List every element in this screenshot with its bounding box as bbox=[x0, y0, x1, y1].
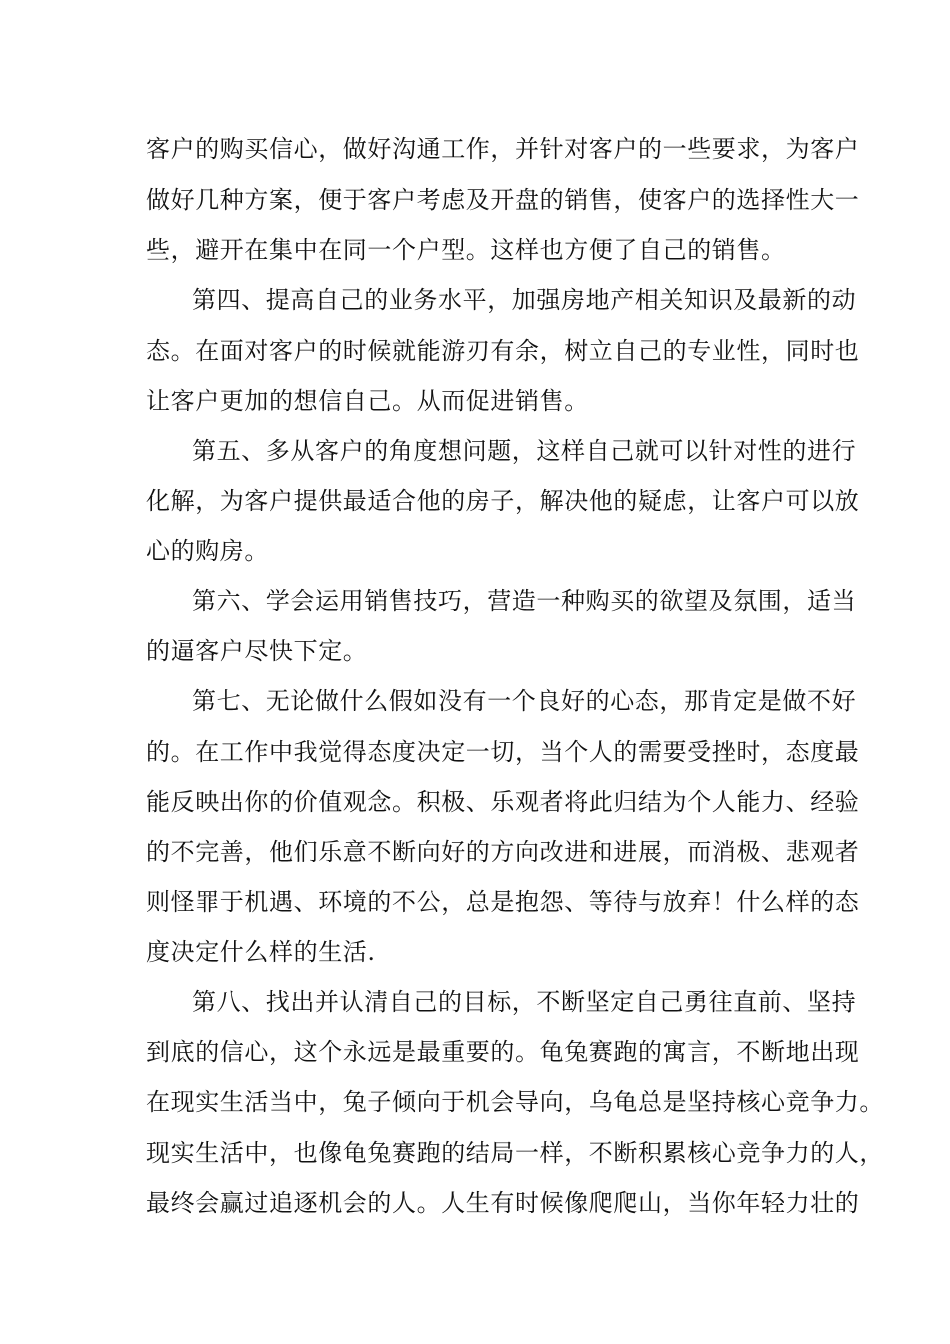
paragraph-start-line: 第六、学会运用销售技巧，营造一种购买的欲望及氛围，适当 bbox=[192, 587, 857, 615]
text-line: 在现实生活当中，兔子倾向于机会导向，乌龟总是坚持核心竞争力。 bbox=[146, 1088, 884, 1116]
text-line: 的不完善，他们乐意不断向好的方向改进和进展，而消极、悲观者 bbox=[146, 838, 860, 866]
text-line: 些，避开在集中在同一个户型。这样也方便了自己的销售。 bbox=[146, 236, 786, 264]
text-line: 则怪罪于机遇、环境的不公，总是抱怨、等待与放弃！什么样的态 bbox=[146, 888, 860, 916]
paragraph-start-line: 第七、无论做什么假如没有一个良好的心态，那肯定是做不好 bbox=[192, 687, 857, 715]
text-line: 能反映出你的价值观念。积极、乐观者将此归结为个人能力、经验 bbox=[146, 788, 860, 816]
text-line: 到底的信心，这个永远是最重要的。龟兔赛跑的寓言，不断地出现 bbox=[146, 1038, 860, 1066]
text-line: 客户的购买信心，做好沟通工作，并针对客户的一些要求，为客户 bbox=[146, 135, 860, 163]
text-line: 度决定什么样的生活. bbox=[146, 938, 376, 966]
paragraph-start-line: 第五、多从客户的角度想问题，这样自己就可以针对性的进行 bbox=[192, 437, 857, 465]
text-line: 心的购房。 bbox=[146, 537, 269, 565]
text-line: 的。在工作中我觉得态度决定一切，当个人的需要受挫时，态度最 bbox=[146, 738, 860, 766]
paragraph-start-line: 第四、提高自己的业务水平，加强房地产相关知识及最新的动 bbox=[192, 286, 857, 314]
text-line: 态。在面对客户的时候就能游刃有余，树立自己的专业性，同时也 bbox=[146, 337, 860, 365]
text-line: 让客户更加的想信自己。从而促进销售。 bbox=[146, 387, 589, 415]
text-line: 的逼客户尽快下定。 bbox=[146, 637, 368, 665]
text-line: 现实生活中，也像龟兔赛跑的结局一样，不断积累核心竞争力的人， bbox=[146, 1139, 884, 1167]
text-line: 化解，为客户提供最适合他的房子，解决他的疑虑，让客户可以放 bbox=[146, 487, 860, 515]
paragraph-start-line: 第八、找出并认清自己的目标，不断坚定自己勇往直前、坚持 bbox=[192, 988, 857, 1016]
text-line: 最终会赢过追逐机会的人。人生有时候像爬爬山，当你年轻力壮的 bbox=[146, 1189, 860, 1217]
text-line: 做好几种方案，便于客户考虑及开盘的销售，使客户的选择性大一 bbox=[146, 186, 860, 214]
